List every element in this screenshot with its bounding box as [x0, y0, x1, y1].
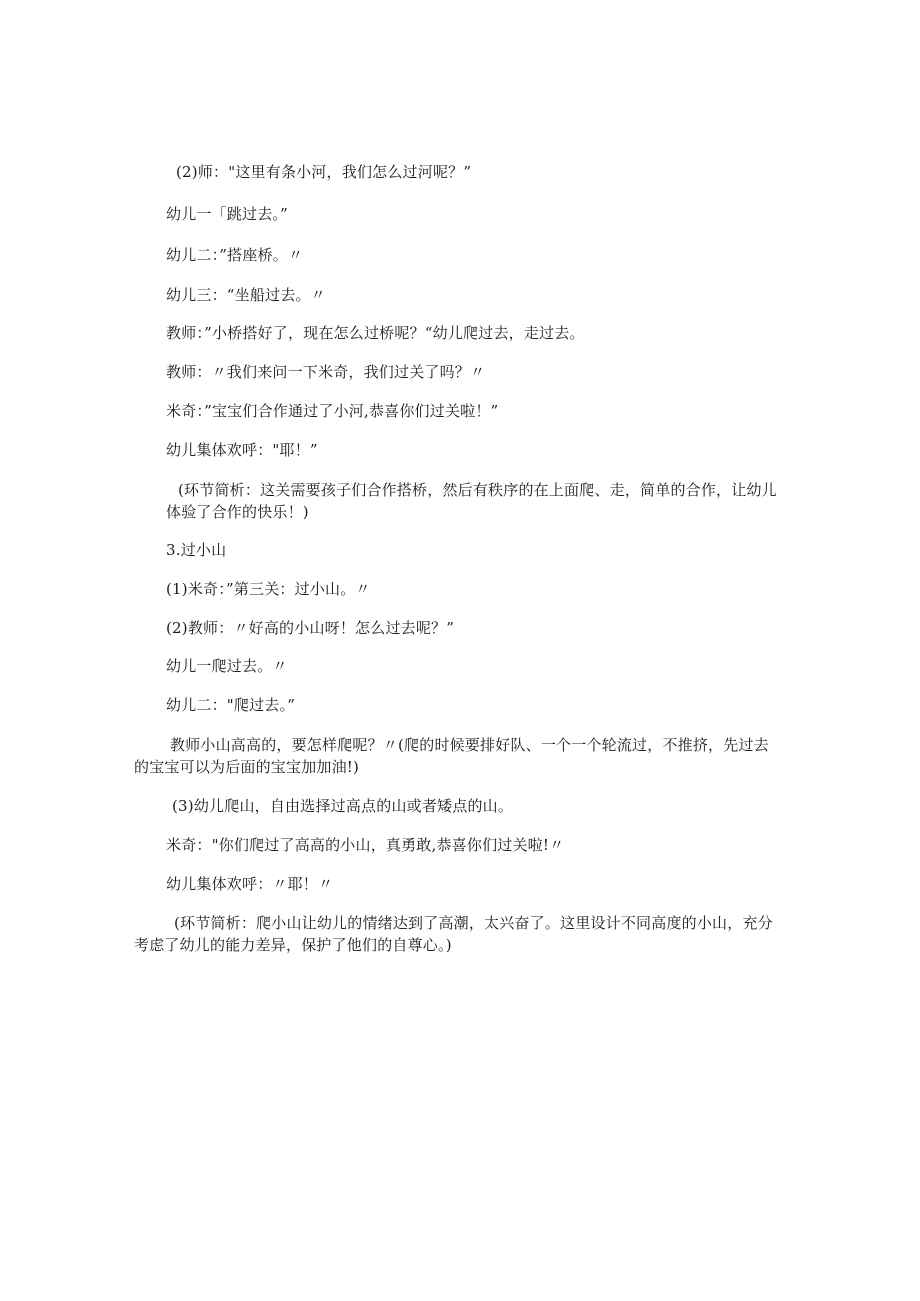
dialogue-line: 幼儿二：”搭座桥。〃: [166, 246, 304, 264]
teacher-line: 的宝宝可以为后面的宝宝加加油!): [134, 758, 360, 776]
dialogue-line: (3)幼儿爬山，自由选择过高点的山或者矮点的山。: [172, 797, 514, 815]
dialogue-line: 幼儿三：“坐船过去。〃: [166, 286, 326, 304]
dialogue-line: 米奇：”宝宝们合作通过了小河,恭喜你们过关啦！”: [166, 402, 499, 420]
analysis-line: (环节简析：这关需要孩子们合作搭桥，然后有秩序的在上面爬、走，简单的合作，让幼儿: [178, 481, 777, 499]
analysis-line: (环节简析：爬小山让幼儿的情绪达到了高潮，太兴奋了。这里设计不同高度的小山，充分: [174, 914, 773, 932]
analysis-paragraph: [166, 479, 777, 523]
dialogue-line: 幼儿二："爬过去。”: [166, 696, 296, 714]
dialogue-line: 幼儿一爬过去。〃: [166, 657, 288, 675]
dialogue-line: (1)米奇：”第三关：过小山。〃: [166, 580, 371, 598]
section-heading: 3.过小山: [166, 541, 227, 559]
analysis-paragraph: [134, 912, 773, 956]
teacher-line: 教师小山高高的，要怎样爬呢？〃(爬的时候要排好队、一个一个轮流过，不推挤，先过去: [170, 736, 769, 754]
dialogue-line: 教师：”小桥搭好了，现在怎么过桥呢？“幼儿爬过去，走过去。: [166, 324, 585, 342]
dialogue-line: 幼儿集体欢呼："耶！”: [166, 441, 318, 459]
analysis-line: 体验了合作的快乐！): [166, 503, 309, 521]
analysis-line: 考虑了幼儿的能力差异，保护了他们的自尊心。): [134, 936, 452, 954]
dialogue-line: 教师：〃我们来问一下米奇，我们过关了吗？〃: [166, 363, 486, 381]
teacher-paragraph: [134, 734, 769, 778]
dialogue-line: 幼儿集体欢呼：〃耶！〃: [166, 875, 334, 893]
dialogue-line: 幼儿一「跳过去。”: [166, 205, 288, 223]
dialogue-line: (2)教师：〃好高的小山呀！怎么过去呢？”: [166, 619, 455, 637]
dialogue-line: (2)师："这里有条小河，我们怎么过河呢？”: [176, 163, 472, 181]
dialogue-line: 米奇："你们爬过了高高的小山，真勇敢,恭喜你们过关啦!〃: [166, 836, 565, 854]
